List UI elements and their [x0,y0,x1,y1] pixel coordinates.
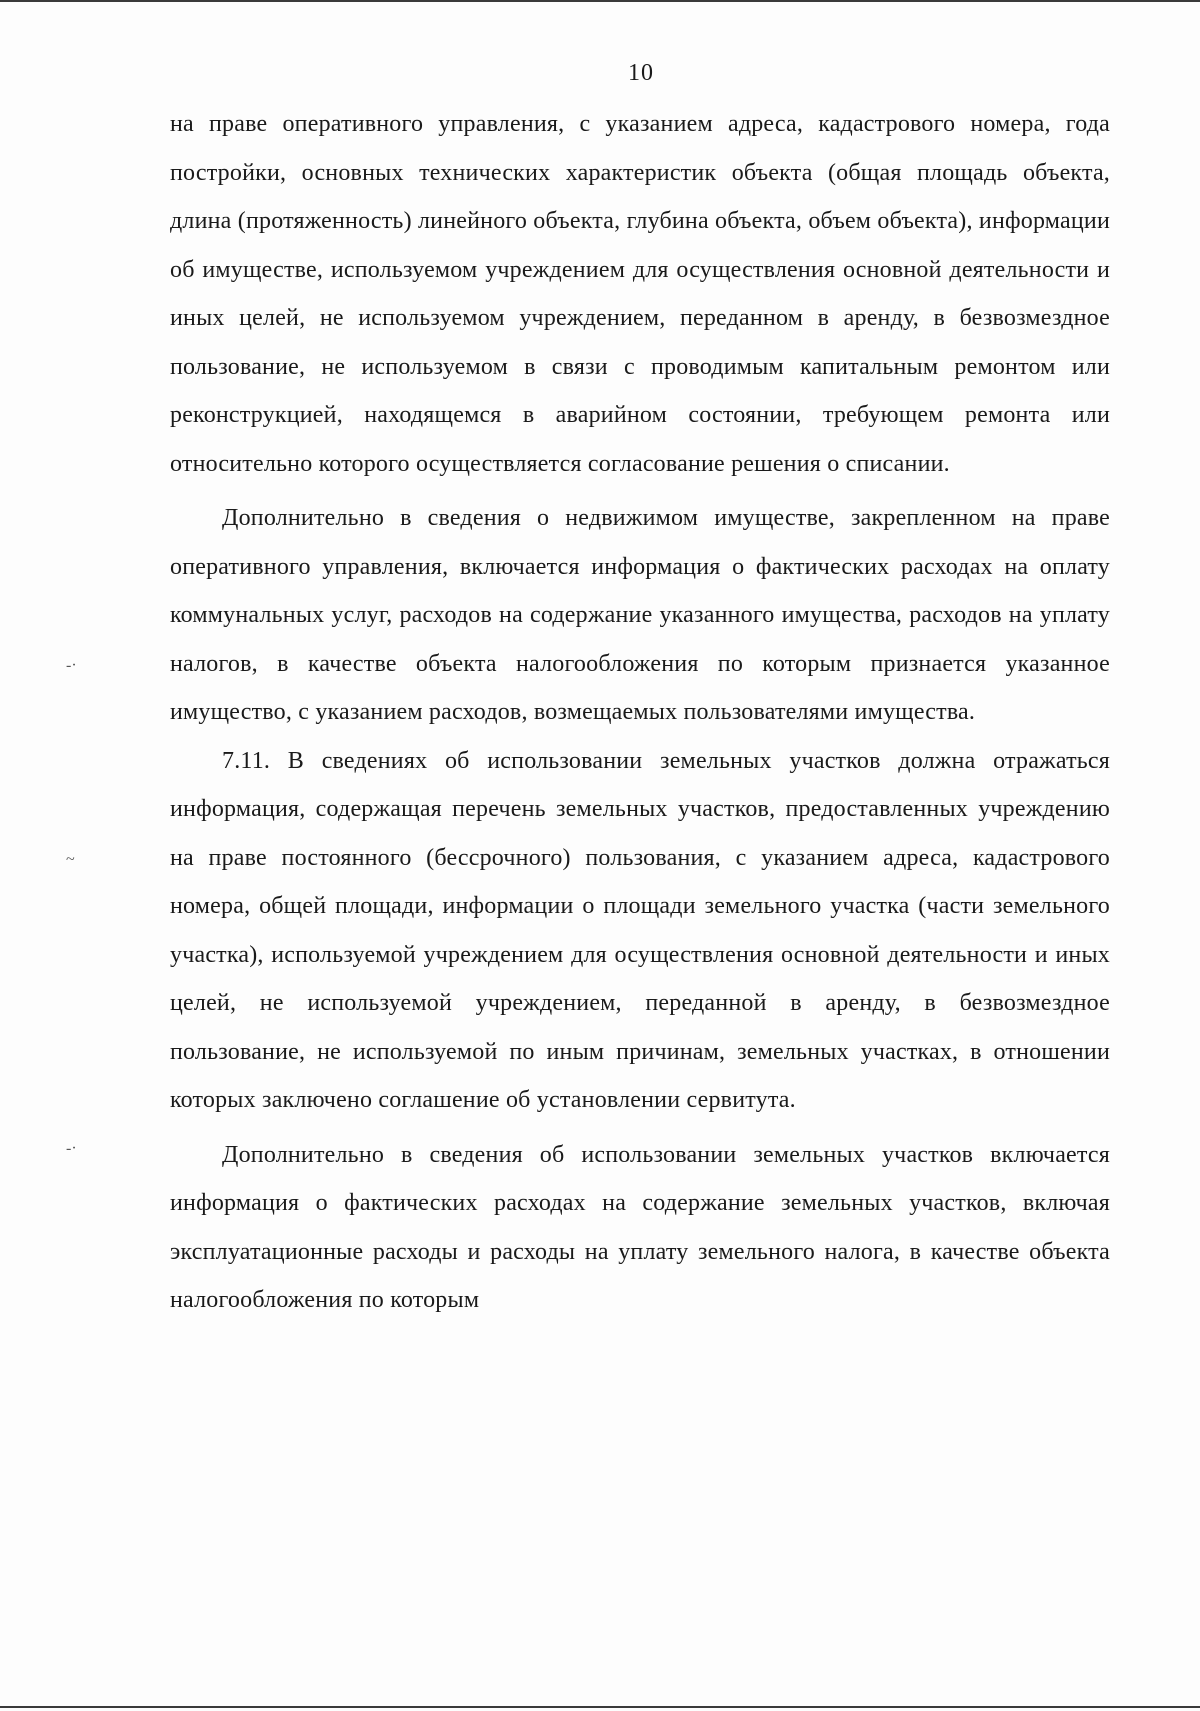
scan-speck: -· [66,657,77,674]
document-body [170,100,1110,1325]
scan-speck: -· [66,1140,77,1157]
scan-speck: ~ [66,851,75,868]
paragraph-1: на праве оперативного управления, с указанием адреса, кадастрового номера, года постройки, основных технических характеристик объекта (общая площадь объекта, длина (протяженность) линейного объекта, глубина объекта, объем объекта), информации об имуществе, используемом учреждением для осуществления основной деятельности и иных целей, не используемом учреждением, переданном в аренду, в безвозмездное пользование, не используемом в связи с проводимым капитальным ремонтом или реконструкцией, находящемся в аварийном состоянии, требующем ремонта или относительно которого осуществляется согласование решения о списании. [170,111,1110,477]
scan-bottom-border [0,1706,1200,1708]
page-number: 10 [628,60,654,86]
paragraph-2: Дополнительно в сведения о недвижимом имуществе, закрепленном на праве оперативного управления, включается информация о фактических расходах на оплату коммунальных услуг, расходов на содержание указанного имущества, расходов на уплату налогов, в качестве объекта налогообложения по которым признается указанное имущество, с указанием расходов, возмещаемых пользователями имущества. [170,505,1110,725]
paragraph-4: Дополнительно в сведения об использовании земельных участков включается информация о фактических расходах на содержание земельных участков, включая эксплуатационные расходы и расходы на уплату земельного налога, в качестве объекта налогообложения по которым [170,1141,1110,1313]
scan-top-border [0,0,1200,2]
paragraph-3: 7.11. В сведениях об использовании земельных участков должна отражаться информация, содержащая перечень земельных участков, предоставленных учреждению на праве постоянного (бессрочного) пользования, с указанием адреса, кадастрового номера, общей площади, информации о площади земельного участка (части земельного участка), используемой учреждением для осуществления основной деятельности и иных целей, не используемой учреждением, переданной в аренду, в безвозмездное пользование, не используемой по иным причинам, земельных участках, в отношении которых заключено соглашение об установлении сервитута. [170,747,1110,1113]
